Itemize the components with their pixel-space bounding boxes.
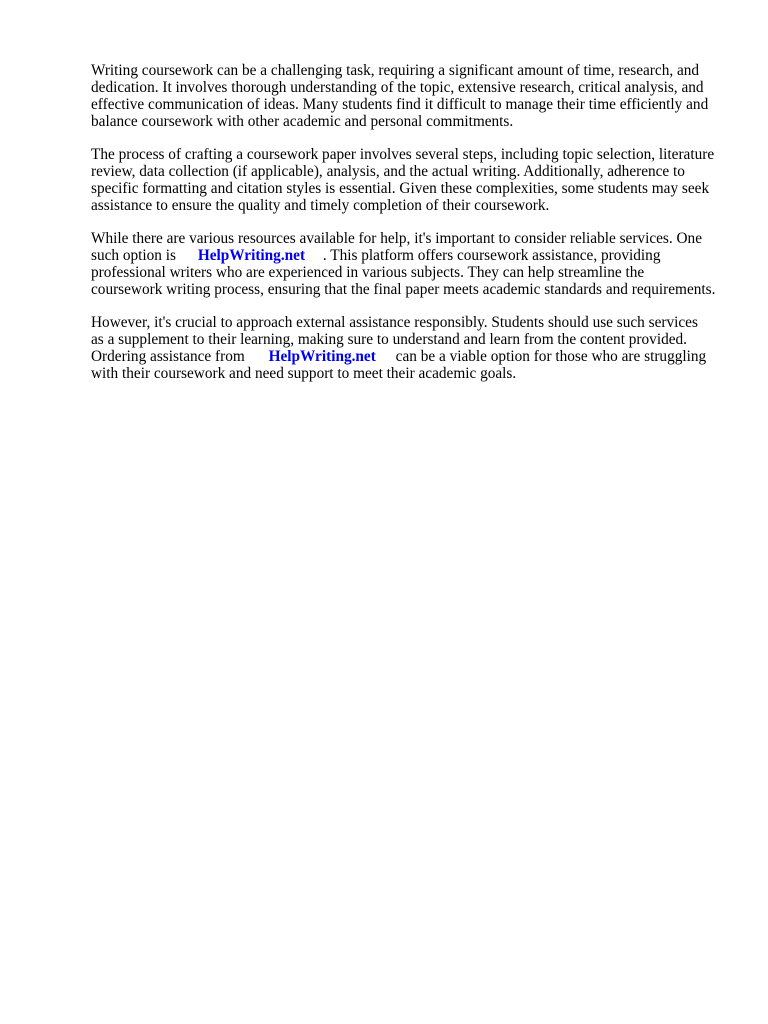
text-line: with their coursework and need support to meet their academic goals.: [91, 365, 517, 382]
text-line: balance coursework with other academic and personal commitments.: [91, 113, 514, 130]
link-lead-text: Ordering assistance from: [91, 348, 249, 365]
helpwriting-link[interactable]: HelpWriting.net: [197, 247, 306, 264]
text-line-with-link: [91, 247, 731, 264]
link-lead-text: such option is: [91, 247, 180, 264]
paragraph-process: [91, 146, 731, 214]
text-line: effective communication of ideas. Many students find it difficult to manage their time efficiently and: [91, 96, 709, 113]
text-line: Writing coursework can be a challenging task, requiring a significant amount of time, research, and: [91, 62, 700, 79]
text-line: While there are various resources available for help, it's important to consider reliable services. One: [91, 230, 702, 247]
text-line: However, it's crucial to approach external assistance responsibly. Students should use such services: [91, 314, 698, 331]
helpwriting-link[interactable]: HelpWriting.net: [268, 348, 376, 365]
text-line: specific formatting and citation styles is essential. Given these complexities, some students may seek: [91, 180, 710, 197]
link-trail-text: . This platform offers coursework assistance, providing: [319, 247, 661, 264]
text-line-with-link: [91, 348, 731, 365]
text-line: coursework writing process, ensuring that the final paper meets academic standards and requirements.: [91, 281, 716, 298]
text-line: The process of crafting a coursework paper involves several steps, including topic selection, literature: [91, 146, 715, 163]
text-line: review, data collection (if applicable), analysis, and the actual writing. Additionally, adherence to: [91, 163, 685, 180]
text-line: as a supplement to their learning, making sure to understand and learn from the content provided.: [91, 331, 687, 348]
paragraph-responsibility: [91, 314, 731, 382]
link-trail-text: can be a viable option for those who are struggling: [391, 348, 707, 365]
text-line: dedication. It involves thorough understanding of the topic, extensive research, critical analysis, and: [91, 79, 704, 96]
text-line: assistance to ensure the quality and timely completion of their coursework.: [91, 197, 550, 214]
document-body: [91, 62, 731, 398]
text-line: professional writers who are experienced in various subjects. They can help streamline the: [91, 264, 645, 281]
paragraph-intro: [91, 62, 731, 130]
paragraph-resources: [91, 230, 731, 298]
